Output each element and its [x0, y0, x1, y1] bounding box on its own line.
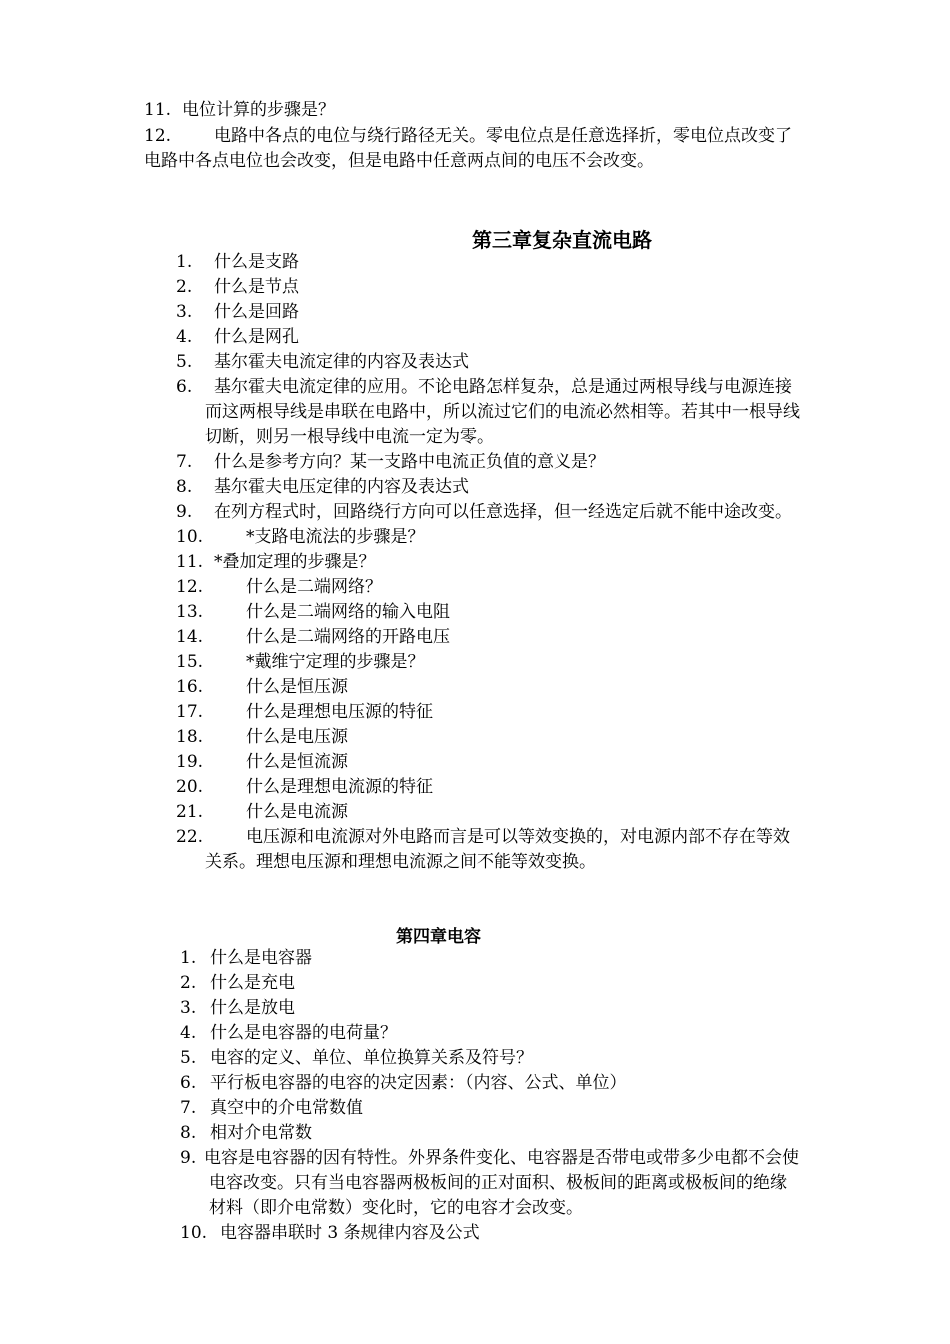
item-text: 什么是二端网络？ [246, 577, 382, 597]
item-text: 基尔霍夫电流定律的内容及表达式 [214, 352, 469, 372]
item-number: 5. [176, 352, 193, 372]
list-item [180, 1046, 533, 1070]
list-item [176, 325, 299, 349]
item-number: 8. [176, 477, 193, 497]
list-item-continuation: 关系。理想电压源和理想电流源之间不能等效变换。 [205, 852, 596, 872]
list-item [176, 775, 433, 799]
item-text: 什么是理想电压源的特征 [246, 702, 433, 722]
item-text: 什么是二端网络的开路电压 [246, 627, 450, 647]
list-item-continuation: 材料（即介电常数）变化时，它的电容才会改变。 [209, 1198, 583, 1218]
item-text: 什么是放电 [210, 998, 295, 1018]
list-item [176, 350, 469, 374]
list-item [176, 725, 348, 749]
item-text: 相对介电常数 [210, 1123, 312, 1143]
item-number: 7. [176, 452, 193, 472]
item-number: 6. [180, 1073, 197, 1093]
item-text: 什么是电压源 [246, 727, 348, 747]
item-text: 基尔霍夫电压定律的内容及表达式 [214, 477, 469, 497]
item-number: 9. [176, 502, 193, 522]
item-number: 10. [176, 527, 204, 547]
list-item [176, 475, 469, 499]
item-number: 17. [176, 702, 204, 722]
item-text: *叠加定理的步骤是？ [214, 552, 376, 572]
list-item [176, 375, 792, 399]
list-item [176, 500, 792, 524]
list-item [176, 575, 382, 599]
item-number: 18. [176, 727, 204, 747]
list-item [144, 124, 792, 148]
item-text: 电容器串联时 3 条规律内容及公式 [220, 1223, 480, 1243]
item-text: 基尔霍夫电流定律的应用。不论电路怎样复杂，总是通过两根导线与电源连接 [214, 377, 792, 397]
list-item-continuation: 而这两根导线是串联在电路中，所以流过它们的电流必然相等。若其中一根导线 [205, 402, 800, 422]
list-item [180, 1071, 627, 1095]
item-text: 什么是回路 [214, 302, 299, 322]
chapter-3-title: 第三章复杂直流电路 [472, 228, 652, 252]
item-text: 什么是电流源 [246, 802, 348, 822]
item-number: 7. [180, 1098, 197, 1118]
item-number: 15. [176, 652, 204, 672]
item-text: 电路中各点的电位与绕行路径无关。零电位点是任意选择折，零电位点改变了 [214, 126, 792, 146]
item-text: 什么是充电 [210, 973, 295, 993]
item-number: 8. [180, 1123, 197, 1143]
item-number: 2. [180, 973, 197, 993]
item-text: 什么是电容器 [210, 948, 312, 968]
list-item [176, 700, 433, 724]
item-text: 电容是电容器的因有特性。外界条件变化、电容器是否带电或带多少电都不会使 [204, 1148, 799, 1168]
list-item [180, 1221, 480, 1245]
list-item-continuation: 切断，则另一根导线中电流一定为零。 [205, 427, 494, 447]
item-number: 11. [144, 100, 172, 120]
item-text: 在列方程式时，回路绕行方向可以任意选择，但一经选定后就不能中途改变。 [214, 502, 792, 522]
item-number: 16. [176, 677, 204, 697]
list-item [176, 450, 605, 474]
list-item [176, 550, 376, 574]
list-item [176, 275, 299, 299]
item-text: 电容的定义、单位、单位换算关系及符号？ [210, 1048, 533, 1068]
list-item [180, 1121, 312, 1145]
item-text: 什么是电容器的电荷量？ [210, 1023, 397, 1043]
item-number: 3. [176, 302, 193, 322]
list-item [176, 250, 299, 274]
item-number: 10. [180, 1223, 208, 1243]
item-text: 什么是恒压源 [246, 677, 348, 697]
list-item [180, 1146, 799, 1170]
item-number: 4. [176, 327, 193, 347]
list-item [144, 98, 335, 122]
item-text: 电压源和电流源对外电路而言是可以等效变换的，对电源内部不存在等效 [246, 827, 790, 847]
item-number: 11. [176, 552, 204, 572]
item-number: 20. [176, 777, 204, 797]
item-text: *戴维宁定理的步骤是？ [246, 652, 425, 672]
list-item [176, 750, 348, 774]
item-number: 1. [180, 948, 197, 968]
item-text: 什么是支路 [214, 252, 299, 272]
item-text: 什么是网孔 [214, 327, 299, 347]
item-text: 真空中的介电常数值 [210, 1098, 363, 1118]
item-number: 22. [176, 827, 204, 847]
item-number: 6. [176, 377, 193, 397]
item-number: 19. [176, 752, 204, 772]
item-number: 2. [176, 277, 193, 297]
item-text: 什么是二端网络的输入电阻 [246, 602, 450, 622]
item-number: 13. [176, 602, 204, 622]
list-item [176, 600, 450, 624]
item-number: 5. [180, 1048, 197, 1068]
item-number: 12. [176, 577, 204, 597]
item-number: 3. [180, 998, 197, 1018]
list-item [176, 675, 348, 699]
item-text: 什么是节点 [214, 277, 299, 297]
item-text: 什么是理想电流源的特征 [246, 777, 433, 797]
item-number: 12. [144, 126, 172, 146]
list-item [176, 525, 425, 549]
list-item [180, 946, 312, 970]
chapter-4-title: 第四章电容 [396, 927, 481, 947]
list-item [176, 825, 790, 849]
list-item [180, 971, 295, 995]
list-item [176, 300, 299, 324]
item-text: 什么是参考方向？某一支路中电流正负值的意义是？ [214, 452, 605, 472]
item-number: 14. [176, 627, 204, 647]
list-item-continuation: 电容改变。只有当电容器两极板间的正对面积、极板间的距离或极板间的绝缘 [209, 1173, 787, 1193]
item-text: 电位计算的步骤是？ [182, 100, 335, 120]
item-text: 什么是恒流源 [246, 752, 348, 772]
item-text: *支路电流法的步骤是？ [246, 527, 425, 547]
item-number: 4. [180, 1023, 197, 1043]
item-number: 21. [176, 802, 204, 822]
item-text: 平行板电容器的电容的决定因素：（内容、公式、单位） [210, 1073, 627, 1093]
item-number: 1. [176, 252, 193, 272]
list-item [180, 1021, 397, 1045]
list-item [176, 800, 348, 824]
list-item [176, 650, 425, 674]
item-number: 9. [180, 1148, 197, 1168]
list-item [180, 996, 295, 1020]
list-item [176, 625, 450, 649]
list-item-continuation: 电路中各点电位也会改变，但是电路中任意两点间的电压不会改变。 [144, 151, 654, 171]
list-item [180, 1096, 363, 1120]
